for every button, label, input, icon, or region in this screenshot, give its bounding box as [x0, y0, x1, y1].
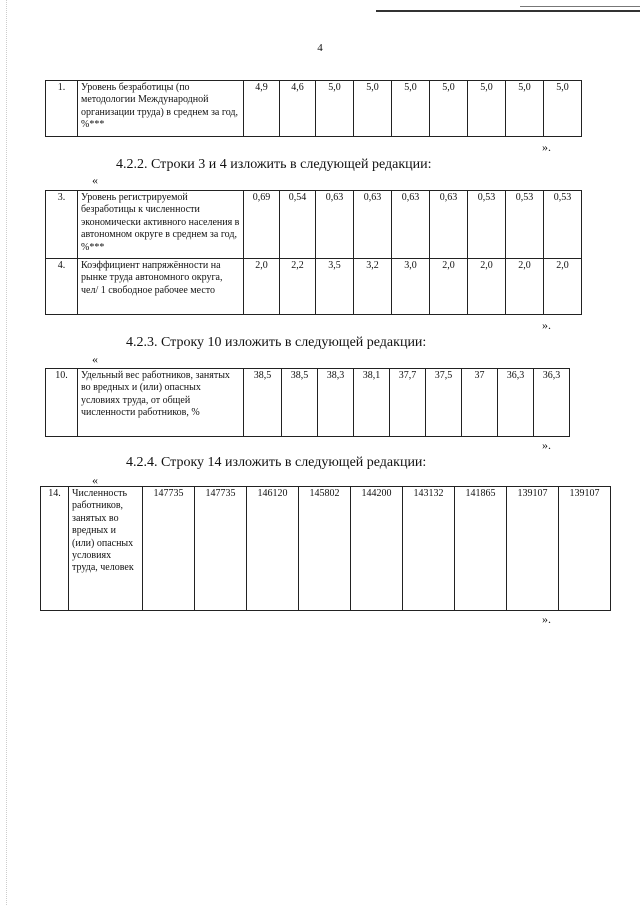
value-cell: 3,5: [316, 259, 354, 315]
value-cell: 2,0: [506, 259, 544, 315]
value-cell: 36,3: [534, 369, 570, 437]
value-cell: 5,0: [468, 81, 506, 137]
indicator-table-2: [45, 190, 582, 315]
value-cell: 2,2: [280, 259, 316, 315]
closing-quote: ».: [542, 438, 551, 452]
value-cell: 38,1: [354, 369, 390, 437]
value-cell: 0,63: [430, 191, 468, 259]
value-cell: 5,0: [354, 81, 392, 137]
indicator-name: Уровень безработицы (по методологии Международной организации труда) в среднем за год, %***: [78, 81, 244, 137]
value-cell: 0,69: [244, 191, 280, 259]
indicator-name: Коэффициент напряжённости на рынке труда автономного округа, чел/ 1 свободное рабочее место: [78, 259, 244, 315]
value-cell: 0,63: [392, 191, 430, 259]
value-cell: 38,5: [244, 369, 282, 437]
section-heading-4-2-2: 4.2.2. Строки 3 и 4 изложить в следующей редакции:: [116, 157, 432, 172]
value-cell: 38,5: [282, 369, 318, 437]
value-cell: 0,53: [544, 191, 582, 259]
value-cell: 0,53: [506, 191, 544, 259]
value-cell: 3,0: [392, 259, 430, 315]
scan-edge: [6, 0, 8, 905]
table-row: [46, 259, 582, 315]
table-rows-3-4-block: [45, 190, 582, 315]
table-row-10-block: [45, 368, 570, 437]
value-cell: 0,53: [468, 191, 506, 259]
row-number: 4.: [46, 259, 78, 315]
row-number: 10.: [46, 369, 78, 437]
opening-quote: «: [92, 352, 98, 366]
value-cell: 38,3: [318, 369, 354, 437]
value-cell: 139107: [507, 487, 559, 611]
table-row-14-block: [40, 486, 611, 611]
top-rule: [376, 10, 640, 12]
value-cell: 143132: [403, 487, 455, 611]
page-number: 4: [317, 42, 323, 54]
closing-quote: ».: [542, 140, 551, 154]
row-number: 14.: [41, 487, 69, 611]
closing-quote: ».: [542, 318, 551, 332]
indicator-name: Удельный вес работников, занятых во вредных и (или) опасных условиях труда, от общей численности работников, %: [78, 369, 244, 437]
indicator-name: Численность работников, занятых во вредных и (или) опасных условиях труда, человек: [69, 487, 143, 611]
closing-quote: ».: [542, 612, 551, 626]
value-cell: 139107: [559, 487, 611, 611]
value-cell: 5,0: [430, 81, 468, 137]
value-cell: 0,54: [280, 191, 316, 259]
table-row: [46, 81, 582, 137]
table-row: [46, 191, 582, 259]
section-heading-4-2-4: 4.2.4. Строку 14 изложить в следующей редакции:: [126, 455, 427, 470]
value-cell: 4,9: [244, 81, 280, 137]
top-rule-thin: [520, 6, 640, 7]
value-cell: 37: [462, 369, 498, 437]
value-cell: 36,3: [498, 369, 534, 437]
value-cell: 0,63: [354, 191, 392, 259]
value-cell: 5,0: [316, 81, 354, 137]
value-cell: 146120: [247, 487, 299, 611]
value-cell: 37,5: [426, 369, 462, 437]
value-cell: 37,7: [390, 369, 426, 437]
indicator-name: Уровень регистрируемой безработицы к численности экономически активного населения в автономном округе в среднем за год, %***: [78, 191, 244, 259]
value-cell: 0,63: [316, 191, 354, 259]
value-cell: 145802: [299, 487, 351, 611]
value-cell: 3,2: [354, 259, 392, 315]
value-cell: 147735: [195, 487, 247, 611]
value-cell: 4,6: [280, 81, 316, 137]
table-row: [41, 487, 611, 611]
section-heading-4-2-3: 4.2.3. Строку 10 изложить в следующей редакции:: [126, 335, 427, 350]
value-cell: 144200: [351, 487, 403, 611]
value-cell: 2,0: [544, 259, 582, 315]
opening-quote: «: [92, 173, 98, 187]
row-number: 1.: [46, 81, 78, 137]
indicator-table-4: [40, 486, 611, 611]
value-cell: 2,0: [468, 259, 506, 315]
opening-quote: «: [92, 473, 98, 487]
value-cell: 5,0: [392, 81, 430, 137]
indicator-table-1: [45, 80, 582, 137]
indicator-table-3: [45, 368, 570, 437]
row-number: 3.: [46, 191, 78, 259]
value-cell: 2,0: [430, 259, 468, 315]
table-row-1-block: [45, 80, 582, 137]
value-cell: 5,0: [544, 81, 582, 137]
value-cell: 147735: [143, 487, 195, 611]
value-cell: 141865: [455, 487, 507, 611]
value-cell: 5,0: [506, 81, 544, 137]
table-row: [46, 369, 570, 437]
value-cell: 2,0: [244, 259, 280, 315]
